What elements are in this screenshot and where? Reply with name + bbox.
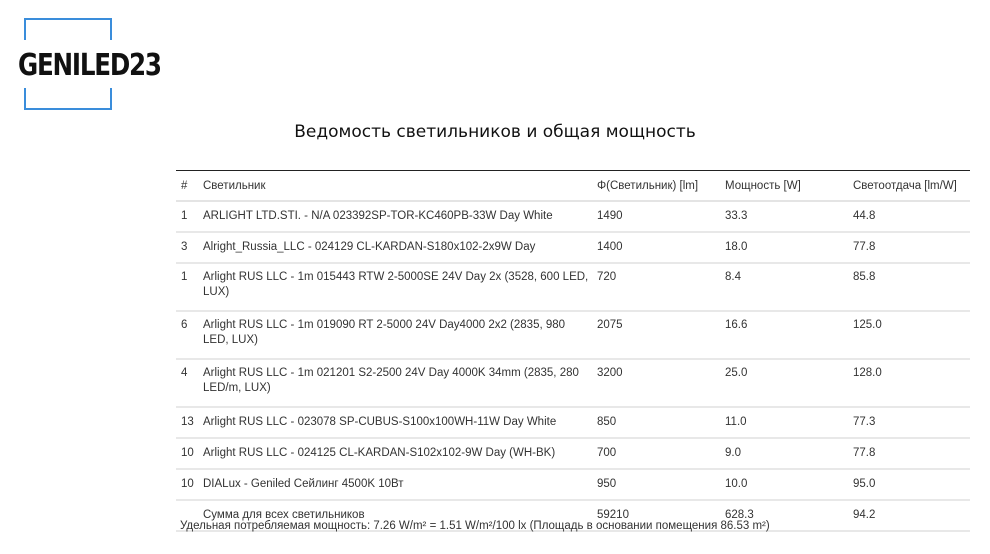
luminaire-table — [176, 170, 970, 532]
logo-frame-bottom — [24, 88, 112, 110]
row-power: 18.0 — [721, 232, 849, 263]
header-power: Мощность [W] — [721, 171, 849, 202]
row-luminaire: DIALux - Geniled Сейлинг 4500K 10Вт — [199, 469, 593, 500]
row-count: 10 — [176, 469, 199, 500]
header-efficacy: Светоотдача [lm/W] — [849, 171, 970, 202]
row-flux: 700 — [593, 438, 721, 469]
row-flux: 720 — [593, 263, 721, 311]
row-luminaire: Arlight RUS LLC - 1m 019090 RT 2-5000 24V Day4000 2x2 (2835, 980 LED, LUX) — [199, 311, 593, 359]
row-flux: 1490 — [593, 201, 721, 232]
row-flux: 850 — [593, 407, 721, 438]
table-row — [176, 359, 970, 407]
table-row — [176, 311, 970, 359]
total-efficacy: 94.2 — [849, 500, 970, 531]
table-row — [176, 263, 970, 311]
row-count: 4 — [176, 359, 199, 407]
row-efficacy: 77.8 — [849, 438, 970, 469]
table-row — [176, 438, 970, 469]
header-luminaire: Светильник — [199, 171, 593, 202]
row-luminaire: Arlight RUS LLC - 024125 CL-KARDAN-S102x102-9W Day (WH-BK) — [199, 438, 593, 469]
row-power: 25.0 — [721, 359, 849, 407]
row-power: 16.6 — [721, 311, 849, 359]
row-flux: 2075 — [593, 311, 721, 359]
row-count: 13 — [176, 407, 199, 438]
power-density-note: Удельная потребляемая мощность: 7.26 W/m² = 1.51 W/m²/100 lx (Площадь в основании помещения 86.53 m²) — [180, 520, 770, 532]
total-power: 628.3 — [721, 500, 849, 531]
table-row — [176, 469, 970, 500]
logo-text: GENILED23 — [18, 48, 161, 83]
row-efficacy: 77.8 — [849, 232, 970, 263]
row-count: 10 — [176, 438, 199, 469]
page-title: Ведомость светильников и общая мощность — [294, 122, 696, 142]
row-luminaire: Arlight RUS LLC - 023078 SP-CUBUS-S100x100WH-11W Day White — [199, 407, 593, 438]
row-efficacy: 125.0 — [849, 311, 970, 359]
total-flux: 59210 — [593, 500, 721, 531]
row-luminaire: ARLIGHT LTD.STI. - N/A 023392SP-TOR-KC460PB-33W Day White — [199, 201, 593, 232]
row-power: 10.0 — [721, 469, 849, 500]
row-count: 1 — [176, 201, 199, 232]
row-luminaire: Arlight RUS LLC - 1m 015443 RTW 2-5000SE 24V Day 2x (3528, 600 LED, LUX) — [199, 263, 593, 311]
row-flux: 950 — [593, 469, 721, 500]
table-row — [176, 232, 970, 263]
header-num: # — [176, 171, 199, 202]
row-count: 3 — [176, 232, 199, 263]
row-power: 9.0 — [721, 438, 849, 469]
table-header-row — [176, 171, 970, 202]
row-luminaire: Arlight RUS LLC - 1m 021201 S2-2500 24V Day 4000K 34mm (2835, 280 LED/m, LUX) — [199, 359, 593, 407]
row-flux: 1400 — [593, 232, 721, 263]
row-efficacy: 77.3 — [849, 407, 970, 438]
row-efficacy: 85.8 — [849, 263, 970, 311]
row-power: 8.4 — [721, 263, 849, 311]
row-efficacy: 95.0 — [849, 469, 970, 500]
row-count: 1 — [176, 263, 199, 311]
row-flux: 3200 — [593, 359, 721, 407]
row-power: 33.3 — [721, 201, 849, 232]
total-label: Сумма для всех светильников — [199, 500, 593, 531]
table-row — [176, 407, 970, 438]
row-count: 6 — [176, 311, 199, 359]
row-efficacy: 44.8 — [849, 201, 970, 232]
table-row — [176, 201, 970, 232]
logo — [18, 18, 161, 113]
logo-frame-top — [24, 18, 112, 40]
row-efficacy: 128.0 — [849, 359, 970, 407]
row-luminaire: Alright_Russia_LLC - 024129 CL-KARDAN-S180x102-2x9W Day — [199, 232, 593, 263]
row-power: 11.0 — [721, 407, 849, 438]
header-flux: Φ(Светильник) [lm] — [593, 171, 721, 202]
